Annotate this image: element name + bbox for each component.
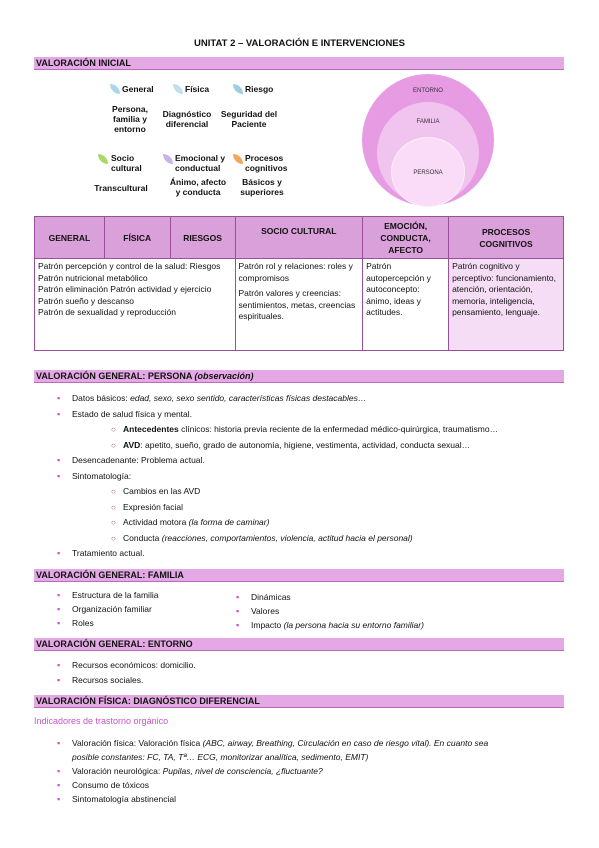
familia-list-left [57, 588, 158, 630]
list-item: ○ Expresión facial [57, 500, 498, 516]
cell-procesos: Patrón cognitivo y perceptivo: funcionamiento, atención, orientación, memoria, inteligencia, pensamiento, lenguaje. [449, 259, 564, 351]
table-row [35, 259, 564, 351]
header-riesgos: RIESGOS [170, 217, 235, 259]
section-familia: VALORACIÓN GENERAL: FAMILIA [34, 569, 564, 582]
list-item: ▪ Sintomatología abstinencial [57, 792, 488, 806]
fisica-list [57, 736, 488, 806]
general-line-1: Patrón percepción y control de la salud: Riesgos [38, 261, 221, 271]
list-item: ▪ Dinámicas [236, 590, 424, 604]
cell-general [35, 259, 236, 351]
header-socio-cultural: SOCIO CULTURAL [235, 217, 363, 259]
list-item: ▪ Tratamiento actual. [57, 546, 498, 562]
general-line-2: Patrón nutricional metabólico [38, 272, 148, 283]
leaf-icon-emocional [163, 154, 173, 164]
legend-procesos-caption: Básicos y superiores [240, 177, 284, 197]
list-item: ▪ Datos básicos: edad, sexo, sexo sentido, características físicas destacables… [57, 391, 498, 407]
section-entorno: VALORACIÓN GENERAL: ENTORNO [34, 638, 564, 651]
header-general: GENERAL [35, 217, 105, 259]
familia-list-right [236, 590, 424, 632]
legend-socio: Socio cultural [111, 153, 142, 173]
section-persona-title: VALORACIÓN GENERAL: PERSONA [36, 371, 195, 381]
section-valoracion-inicial: VALORACIÓN INICIAL [34, 57, 564, 70]
persona-list [57, 391, 498, 562]
list-item: ▪ Estado de salud física y mental. [57, 407, 498, 423]
general-line-5: Patrón de sexualidad y reproducción [38, 307, 176, 317]
leaf-icon-fisica [173, 84, 183, 94]
circle-label-familia: FAMILIA [416, 119, 440, 125]
list-item: ○ Cambios en las AVD [57, 484, 498, 500]
section-persona-observacion: (observación) [194, 371, 254, 381]
legend-general: General [122, 84, 154, 94]
list-item: ▪ Estructura de la familia [57, 588, 158, 602]
list-item: ▪ Valores [236, 604, 424, 618]
list-item: ○ Conducta (reacciones, comportamientos, violencia, actitud hacia el personal) [57, 531, 498, 547]
legend-procesos: Procesos cognitivos [245, 153, 288, 173]
legend-riesgo-caption: Seguridad del Paciente [220, 109, 278, 129]
legend-general-caption: Persona, familia y entorno [112, 104, 148, 134]
leaf-icon-general [110, 84, 120, 94]
list-item: ▪ Valoración neurológica: Pupilas, nivel de consciencia, ¿fluctuante? [57, 764, 488, 778]
legend-socio-caption: Transcultural [94, 183, 148, 193]
cell-socio-cultural [235, 259, 363, 351]
section-fisica: VALORACIÓN FÍSICA: DIAGNÓSTICO DIFERENCIAL [34, 695, 564, 708]
legend-riesgo: Riesgo [245, 84, 274, 94]
entorno-list [57, 658, 196, 688]
header-emocion: EMOCIÓN, CONDUCTA, AFECTO [363, 217, 449, 259]
list-item: ▪ Valoración física: Valoración física (ABC, airway, Breathing, Circulación en caso de riesgo vital). En cuanto sea [57, 736, 488, 750]
table-header-row [35, 217, 564, 259]
legend-fisica-caption: Diagnóstico diferencial [162, 109, 212, 129]
legend-fisica: Física [185, 84, 210, 94]
header-procesos: PROCESOS COGNITIVOS [449, 217, 564, 259]
list-item-continuation: posible constantes: FC, TA, Tª… ECG, monitorizar analítica, sedimento, EMIT) [72, 752, 369, 762]
legend-emocional-caption: Ánimo, afecto y conducta [169, 177, 227, 197]
circle-label-entorno: ENTORNO [413, 88, 443, 94]
list-item: ▪ Consumo de tóxicos [57, 778, 488, 792]
list-item: ▪ Recursos económicos: domicilio. [57, 658, 196, 673]
list-item: ▪ Desencadenante: Problema actual. [57, 453, 498, 469]
list-item: ▪ Impacto (la persona hacia su entorno familiar) [236, 618, 424, 632]
page-title: UNITAT 2 – VALORACIÓN E INTERVENCIONES [194, 38, 405, 49]
circle-label-persona: PERSONA [413, 170, 443, 176]
list-item: ▪ Sintomatología: [57, 469, 498, 485]
valoracion-table [34, 216, 564, 351]
list-item: ▪ Recursos sociales. [57, 673, 196, 688]
leaf-icon-riesgo [233, 84, 243, 94]
leaf-icon-procesos [233, 154, 243, 164]
general-line-3: Patrón eliminación Patrón actividad y ejercicio [38, 284, 212, 294]
list-item: ○ AVD: apetito, sueño, grado de autonomía, higiene, vestimenta, actividad, conducta sexual… [57, 438, 498, 454]
list-item: ○ Actividad motora (la forma de caminar) [57, 515, 498, 531]
leaf-icon-socio [98, 154, 108, 164]
list-item: ▪ Roles [57, 616, 158, 630]
fisica-subtitle: Indicadores de trastorno orgánico [34, 716, 169, 726]
legend-emocional: Emocional y conductual [175, 153, 226, 173]
socio-line-1: Patrón rol y relaciones: roles y compromisos [238, 261, 353, 283]
cell-emocion: Patrón autopercepción y autoconcepto: ánimo, ideas y actitudes. [363, 259, 449, 351]
header-fisica: FÍSICA [104, 217, 170, 259]
list-item: ▪ Organización familiar [57, 602, 158, 616]
list-item: ○ Antecedentes clínicos: historia previa reciente de la enfermedad médico-quirúrgica, traumatismo… [57, 422, 498, 438]
socio-line-2: Patrón valores y creencias: sentimientos, metas, creencias espirituales. [238, 288, 356, 321]
general-line-4: Patrón sueño y descanso [38, 295, 134, 306]
section-persona [34, 370, 564, 383]
